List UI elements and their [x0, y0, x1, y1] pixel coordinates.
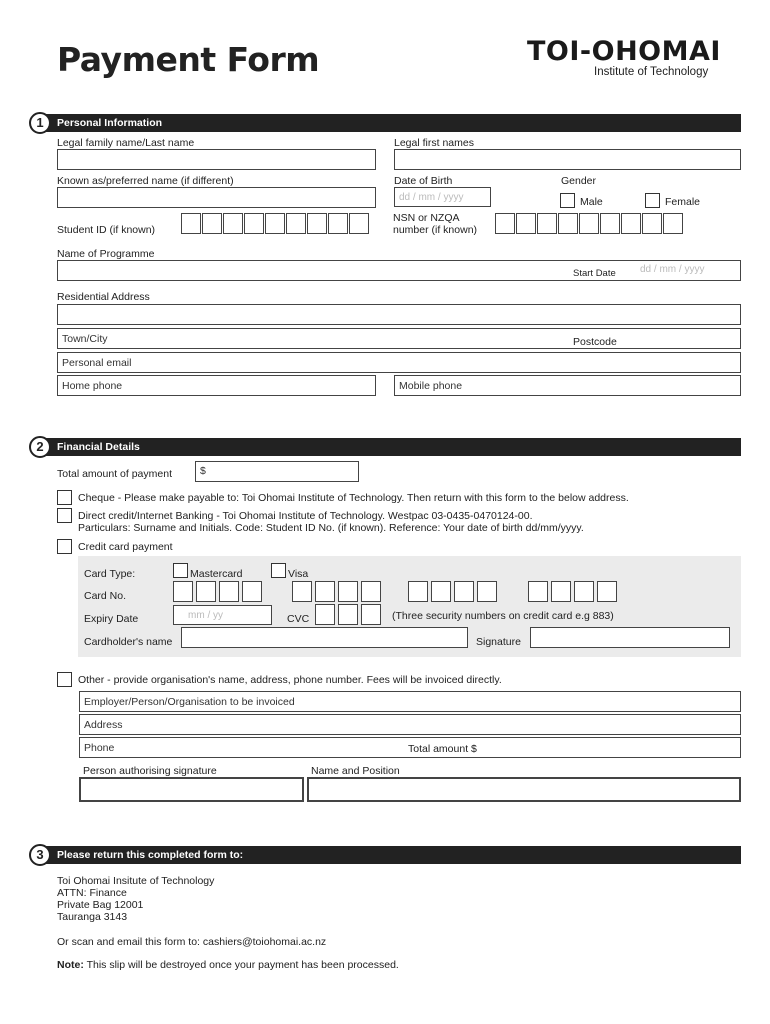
student-id-label: Student ID (if known)	[57, 224, 156, 236]
page-title: Payment Form	[57, 40, 320, 79]
invoice-address-label: Address	[84, 719, 123, 731]
section-3-header	[40, 846, 741, 864]
section-2-header	[40, 438, 741, 456]
logo-subtitle: Institute of Technology	[594, 66, 709, 78]
credit-card-label: Credit card payment	[78, 541, 173, 553]
other-checkbox[interactable]	[57, 672, 72, 687]
section-2-number: 2	[29, 436, 51, 458]
cvc-cell[interactable]	[315, 604, 335, 625]
town-field[interactable]	[57, 328, 741, 349]
return-address-line: ATTN: Finance	[57, 887, 127, 899]
dob-field[interactable]	[394, 187, 491, 207]
student-id-cell[interactable]	[349, 213, 369, 234]
cheque-checkbox[interactable]	[57, 490, 72, 505]
card-number-cell[interactable]	[292, 581, 312, 602]
legal-family-name-label: Legal family name/Last name	[57, 137, 195, 149]
card-number-cell[interactable]	[242, 581, 262, 602]
student-id-cell[interactable]	[202, 213, 222, 234]
expiry-field[interactable]	[173, 605, 272, 625]
card-number-group-3[interactable]	[408, 581, 497, 602]
cvc-cell[interactable]	[361, 604, 381, 625]
invoice-phone-label: Phone	[84, 742, 115, 754]
direct-credit-label: Direct credit/Internet Banking	[78, 510, 214, 522]
home-phone-label: Home phone	[62, 380, 123, 392]
direct-credit-text	[78, 510, 584, 534]
programme-field[interactable]	[57, 260, 741, 281]
email-field[interactable]	[57, 352, 741, 373]
known-as-field[interactable]	[57, 187, 376, 208]
section-1-title: Personal Information	[57, 117, 163, 129]
total-payment-field[interactable]	[195, 461, 359, 482]
start-date-placeholder: dd / mm / yyyy	[640, 264, 705, 275]
nsn-cell[interactable]	[600, 213, 620, 234]
employer-field[interactable]	[79, 691, 741, 712]
student-id-cell[interactable]	[307, 213, 327, 234]
residential-address-label: Residential Address	[57, 291, 150, 303]
male-label: Male	[580, 196, 603, 208]
invoice-address-field[interactable]	[79, 714, 741, 735]
female-checkbox[interactable]	[645, 193, 660, 208]
mobile-phone-field[interactable]	[394, 375, 741, 396]
signature-label: Signature	[476, 636, 521, 648]
cardholder-label: Cardholder's name	[84, 636, 173, 648]
dollar-sign: $	[200, 465, 206, 477]
student-id-cell[interactable]	[181, 213, 201, 234]
card-number-cell[interactable]	[597, 581, 617, 602]
residential-address-field[interactable]	[57, 304, 741, 325]
known-as-label: Known as/preferred name (if different)	[57, 175, 234, 187]
note-label: Note:	[57, 959, 84, 971]
cardholder-field[interactable]	[181, 627, 468, 648]
card-number-cell[interactable]	[408, 581, 428, 602]
card-number-cell[interactable]	[454, 581, 474, 602]
name-position-field[interactable]	[307, 777, 741, 802]
section-2-title: Financial Details	[57, 441, 140, 453]
card-type-label: Card Type:	[84, 568, 136, 580]
logo: TOI-OHOMAI	[527, 36, 721, 67]
nsn-cell[interactable]	[621, 213, 641, 234]
student-id-cell[interactable]	[265, 213, 285, 234]
note-body: This slip will be destroyed once your payment has been processed.	[83, 959, 399, 971]
note-text	[57, 959, 399, 971]
town-label: Town/City	[62, 333, 108, 345]
cheque-text	[78, 492, 629, 504]
card-number-cell[interactable]	[361, 581, 381, 602]
dob-label: Date of Birth	[394, 175, 453, 187]
signature-field[interactable]	[530, 627, 730, 648]
mastercard-label: Mastercard	[190, 568, 243, 580]
nsn-cell[interactable]	[642, 213, 662, 234]
legal-first-names-field[interactable]	[394, 149, 741, 170]
cheque-description: - Please make payable to: Toi Ohomai Institute of Technology. Then return with this form to the below address.	[114, 492, 629, 504]
section-3-title: Please return this completed form to:	[57, 849, 244, 861]
card-number-cell[interactable]	[574, 581, 594, 602]
nsn-cell[interactable]	[537, 213, 557, 234]
legal-first-names-label: Legal first names	[394, 137, 474, 149]
card-number-cell[interactable]	[338, 581, 358, 602]
nsn-cell[interactable]	[516, 213, 536, 234]
legal-family-name-field[interactable]	[57, 149, 376, 170]
nsn-label-line2: number (if known)	[393, 224, 478, 236]
card-number-cell[interactable]	[173, 581, 193, 602]
other-text: Other - provide organisation's name, address, phone number. Fees will be invoiced directly.	[78, 674, 502, 686]
nsn-cells[interactable]	[495, 213, 683, 234]
auth-signature-label: Person authorising signature	[83, 765, 217, 777]
cvc-cells[interactable]	[315, 604, 381, 625]
nsn-cell[interactable]	[579, 213, 599, 234]
card-number-cell[interactable]	[315, 581, 335, 602]
card-number-label: Card No.	[84, 590, 127, 602]
nsn-cell[interactable]	[495, 213, 515, 234]
student-id-cells[interactable]	[181, 213, 369, 234]
female-label: Female	[665, 196, 701, 208]
postcode-label: Postcode	[573, 336, 617, 348]
student-id-cell[interactable]	[244, 213, 264, 234]
home-phone-field[interactable]	[57, 375, 376, 396]
return-address-line: Toi Ohomai Insitute of Technology	[57, 875, 215, 887]
total-amount-label: Total amount $	[408, 743, 477, 755]
cvc-label: CVC	[287, 613, 310, 625]
card-number-cell[interactable]	[431, 581, 451, 602]
section-1-number: 1	[29, 112, 51, 134]
name-position-label: Name and Position	[311, 765, 400, 777]
expiry-placeholder: mm / yy	[188, 610, 223, 621]
section-1-header	[40, 114, 741, 132]
student-id-cell[interactable]	[286, 213, 306, 234]
employer-label: Employer/Person/Organisation to be invoiced	[84, 696, 295, 708]
card-number-cell[interactable]	[551, 581, 571, 602]
male-checkbox[interactable]	[560, 193, 575, 208]
nsn-cell[interactable]	[558, 213, 578, 234]
dob-placeholder: dd / mm / yyyy	[399, 192, 464, 203]
card-number-cell[interactable]	[528, 581, 548, 602]
card-number-cell[interactable]	[196, 581, 216, 602]
direct-credit-checkbox[interactable]	[57, 508, 72, 523]
section-3-number: 3	[29, 844, 51, 866]
direct-credit-particulars: Particulars: Surname and Initials. Code: Student ID No. (if known). Reference: Your date of birth dd/mm/yyyy.	[78, 522, 584, 534]
cheque-label: Cheque	[78, 492, 115, 504]
return-address	[57, 875, 214, 923]
auth-signature-field[interactable]	[79, 777, 304, 802]
card-number-group-2[interactable]	[292, 581, 381, 602]
direct-credit-description: - Toi Ohomai Institute of Technology. Westpac 03-0435-0470124-00.	[213, 510, 533, 522]
return-address-line: Tauranga 3143	[57, 911, 128, 923]
card-number-group-1[interactable]	[173, 581, 262, 602]
mastercard-checkbox[interactable]	[173, 563, 188, 578]
cvc-cell[interactable]	[338, 604, 358, 625]
nsn-label	[393, 212, 477, 236]
mobile-phone-label: Mobile phone	[399, 380, 463, 392]
scan-email-text: Or scan and email this form to: cashiers@toiohomai.ac.nz	[57, 936, 327, 948]
email-label: Personal email	[62, 357, 132, 369]
nsn-label-line1: NSN or NZQA	[393, 212, 460, 224]
visa-checkbox[interactable]	[271, 563, 286, 578]
student-id-cell[interactable]	[223, 213, 243, 234]
nsn-cell[interactable]	[663, 213, 683, 234]
total-payment-label: Total amount of payment	[57, 468, 172, 480]
card-number-cell[interactable]	[219, 581, 239, 602]
programme-label: Name of Programme	[57, 248, 155, 260]
card-number-group-4[interactable]	[528, 581, 617, 602]
cvc-note: (Three security numbers on credit card e.g 883)	[392, 610, 614, 622]
visa-label: Visa	[288, 568, 309, 580]
credit-card-checkbox[interactable]	[57, 539, 72, 554]
student-id-cell[interactable]	[328, 213, 348, 234]
gender-label: Gender	[561, 175, 597, 187]
start-date-label: Start Date	[573, 268, 616, 279]
card-number-cell[interactable]	[477, 581, 497, 602]
return-address-line: Private Bag 12001	[57, 899, 144, 911]
expiry-label: Expiry Date	[84, 613, 139, 625]
